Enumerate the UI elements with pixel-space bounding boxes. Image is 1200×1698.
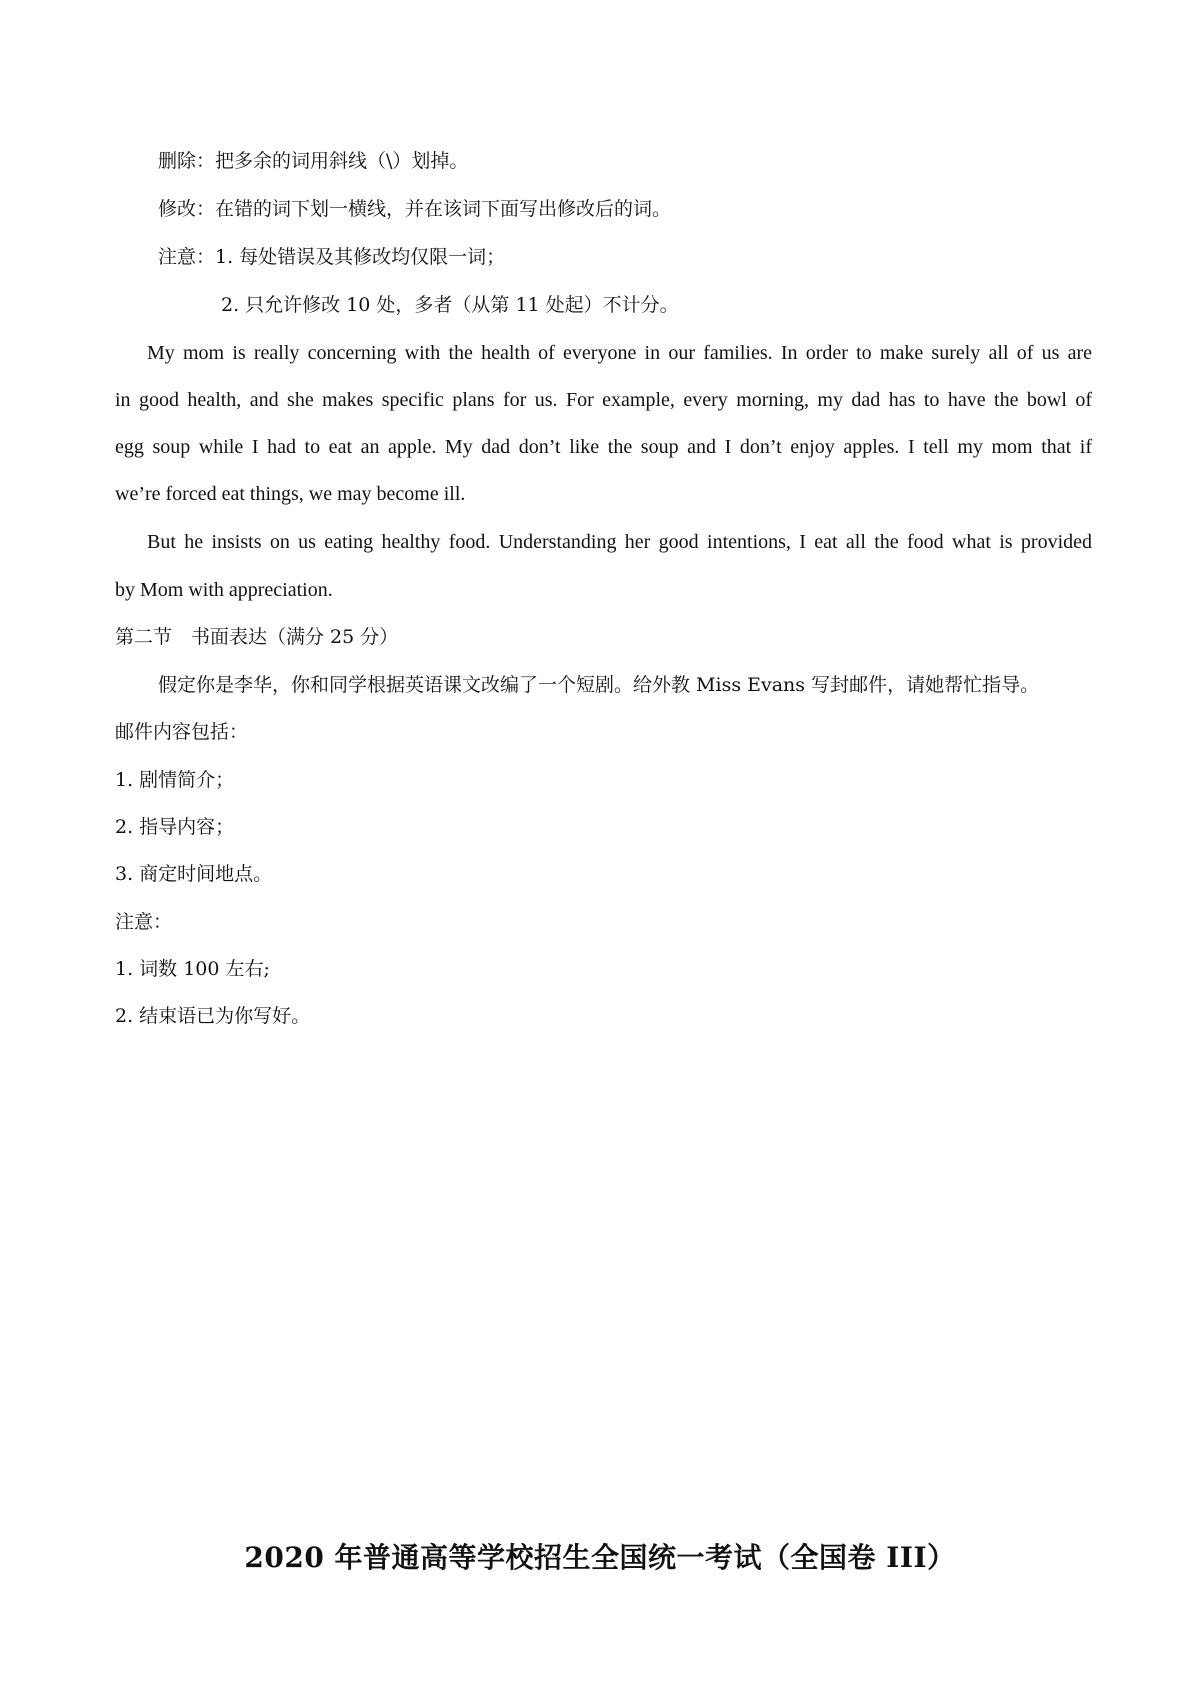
passage-line: by Mom with appreciation. xyxy=(115,579,333,601)
passage-line: My mom is really concerning with the health of everyone in our families. In order to make surely all of us are xyxy=(147,342,1092,364)
writing-prompt: 假定你是李华，你和同学根据英语课文改编了一个短剧。给外教 Miss Evans 写封邮件，请她帮忙指导。 xyxy=(158,674,1040,696)
passage-line: in good health, and she makes specific plans for us. For example, every morning, my dad has to have the bowl of xyxy=(115,389,1092,411)
writing-prompt-cont: 邮件内容包括： xyxy=(115,721,249,743)
notes-heading: 注意： xyxy=(115,911,173,933)
content-item: 1. 剧情简介； xyxy=(115,769,235,791)
delete-instruction: 删除：把多余的词用斜线（\）划掉。 xyxy=(158,150,469,172)
exam-title: 2020 年普通高等学校招生全国统一考试（全国卷 III） xyxy=(244,1541,956,1574)
passage-line: But he insists on us eating healthy food. Understanding her good intentions, I eat all the food what is provided xyxy=(147,531,1092,553)
note-1: 注意：1. 每处错误及其修改均仅限一词； xyxy=(158,246,506,268)
note-2: 2. 只允许修改 10 处，多者（从第 11 处起）不计分。 xyxy=(221,294,679,316)
section-heading: 第二节 书面表达（满分 25 分） xyxy=(115,626,399,648)
content-item: 3. 商定时间地点。 xyxy=(115,863,273,885)
content-item: 2. 指导内容； xyxy=(115,816,235,838)
passage-line: we’re forced eat things, we may become ill. xyxy=(115,483,466,505)
passage-line: egg soup while I had to eat an apple. My dad don’t like the soup and I don’t enjoy apples. I tell my mom that if xyxy=(115,436,1092,458)
modify-instruction: 修改：在错的词下划一横线，并在该词下面写出修改后的词。 xyxy=(158,198,672,220)
note-item: 2. 结束语已为你写好。 xyxy=(115,1005,311,1027)
note-item: 1. 词数 100 左右; xyxy=(115,958,270,980)
